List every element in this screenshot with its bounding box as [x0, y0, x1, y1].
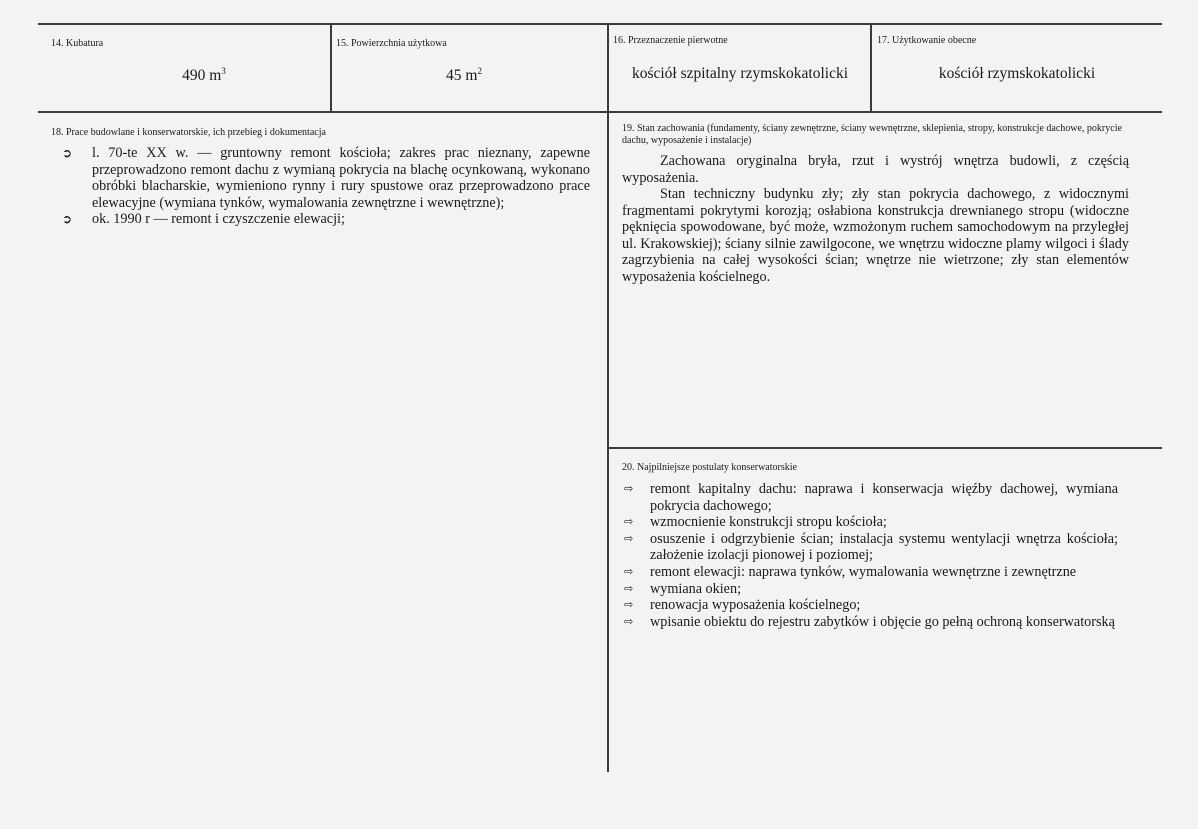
outline-right-arrow-icon: ⇨: [624, 564, 634, 578]
powierzchnia-unit-exponent: 2: [477, 66, 482, 76]
outline-right-arrow-icon: ⇨: [624, 482, 634, 495]
list-item-text: l. 70-te XX w. — gruntowny remont kościoła; zakres prac nieznany, zapewne przeprowadzono remont dachu z wymianą pokrycia na blachę ocynkowaną, wykonano obróbki blacharskie, wymieniono rynny i rury spustowe oraz przeprowadzono prace elewacyjne (wymiana tynków, wymalowania zewnętrzne i wewnętrzne);: [92, 145, 590, 211]
kubatura-value: [168, 66, 240, 85]
list-item: [62, 211, 590, 228]
outline-right-arrow-icon: ⇨: [624, 531, 634, 545]
list-item-text: ok. 1990 r — remont i czyszczenie elewacji;: [92, 211, 345, 228]
uzytkowanie-obecne-value: kościół rzymskokatolicki: [938, 65, 1096, 82]
list-item: [62, 145, 590, 211]
list-item: [624, 581, 1118, 598]
outline-right-arrow-icon: ⇨: [624, 581, 634, 595]
list-item: [624, 597, 1118, 614]
list-item-text: wpisanie obiektu do rejestru zabytków i objęcie go pełną ochroną konserwatorską: [650, 613, 1115, 630]
postulaty-label: 20. Najpilniejsze postulaty konserwatorskie: [622, 462, 797, 473]
list-item-text: wzmocnienie konstrukcji stropu kościoła;: [650, 514, 887, 531]
section-19-20-divider-line: [607, 447, 1162, 449]
postulaty-list: [624, 481, 1118, 630]
prace-budowlane-label: 18. Prace budowlane i konserwatorskie, ich przebieg i dokumentacja: [51, 127, 326, 138]
list-item-text: wymiana okien;: [650, 580, 742, 597]
curved-arrow-bullet-icon: ➲: [62, 212, 73, 227]
top-border-line: [38, 23, 1162, 25]
list-item-text: remont elewacji: naprawa tynków, wymalowania wewnętrzne i zewnętrzne: [650, 563, 1077, 580]
powierzchnia-label: 15. Powierzchnia użytkowa: [336, 38, 447, 49]
uzytkowanie-obecne-label: 17. Użytkowanie obecne: [877, 35, 977, 46]
list-item: [624, 514, 1118, 531]
row-divider-line: [38, 111, 1162, 113]
outline-right-arrow-icon: ⇨: [624, 515, 634, 529]
kubatura-unit-exponent: 3: [221, 66, 226, 76]
list-item: [624, 481, 1118, 514]
stan-zachowania-label: 19. Stan zachowania (fundamenty, ściany zewnętrzne, ściany wewnętrzne, sklepienia, stropy, konstrukcje dachowe, pokrycie dachu, wyposażenie i instalacje): [622, 123, 1122, 146]
column-divider-14-15: [330, 23, 332, 112]
prace-budowlane-list: [62, 145, 590, 228]
curved-arrow-bullet-icon: ➲: [62, 146, 73, 160]
kubatura-label: 14. Kubatura: [51, 38, 104, 49]
outline-right-arrow-icon: ⇨: [624, 614, 634, 628]
list-item: [624, 614, 1118, 631]
powierzchnia-number: 45 m: [446, 67, 478, 85]
stan-zachowania-paragraph: Stan techniczny budynku zły; zły stan pokrycia dachowego, z widocznymi fragmentami pokrytymi korozją; osłabiona konstrukcja drewnianego stropu (widoczne pęknięcia spowodowane, być może, wzmożonym ruchem samochodowym na przyległej ul. Krakowskiej); ściany silnie zawilgocone, we wnętrzu widoczne plamy wilgoci i ślady zagrzybienia na całej wysokości ścian; wnętrze nie wietrzone; zły stan elementów wyposażenia kościelnego.: [622, 186, 1129, 285]
list-item: [624, 531, 1118, 564]
powierzchnia-value: [434, 66, 494, 85]
list-item: [624, 564, 1118, 581]
kubatura-number: 490 m: [182, 67, 222, 85]
przeznaczenie-pierwotne-label: 16. Przeznaczenie pierwotne: [613, 35, 728, 46]
column-divider-main: [607, 23, 609, 772]
list-item-text: remont kapitalny dachu: naprawa i konserwacja więźby dachowej, wymiana pokrycia dachowego;: [650, 481, 1118, 514]
stan-zachowania-paragraph: Zachowana oryginalna bryła, rzut i wystrój wnętrza budowli, z częścią wyposażenia.: [622, 153, 1129, 186]
przeznaczenie-pierwotne-value: kościół szpitalny rzymskokatolicki: [631, 65, 849, 82]
outline-right-arrow-icon: ⇨: [624, 598, 634, 612]
list-item-text: renowacja wyposażenia kościelnego;: [650, 597, 861, 614]
list-item-text: osuszenie i odgrzybienie ścian; instalacja systemu wentylacji wnętrza kościoła; założenie izolacji pionowej i poziomej;: [650, 530, 1118, 564]
